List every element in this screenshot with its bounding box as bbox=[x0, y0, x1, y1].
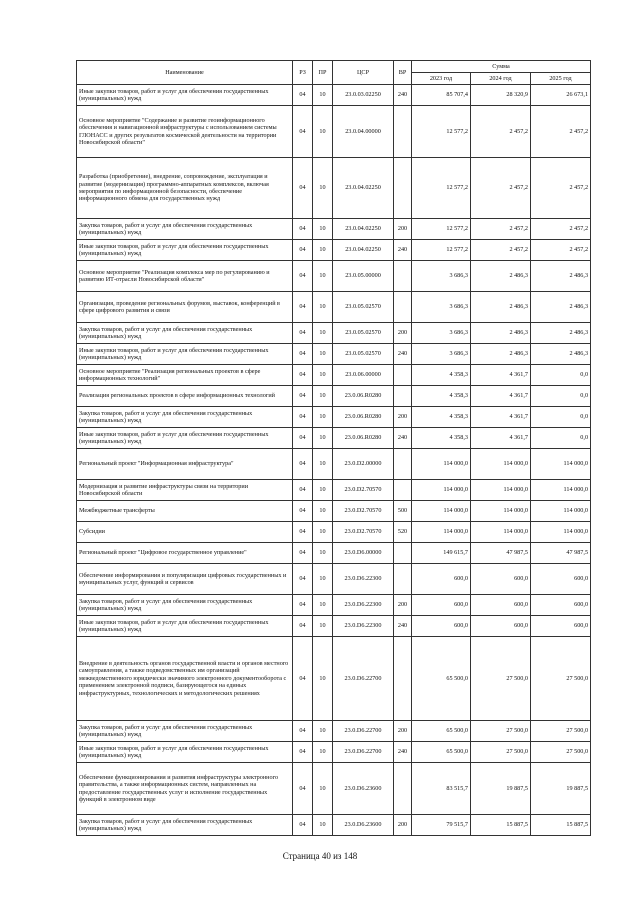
table-cell-name: Внедрение в деятельность органов государственной власти и органов местного самоуправления, а также подведомственных им организаций межведомственного юридически значимого электронного документооборота с применением электронной подписи, базирующегося на единых инфраструктурных, технологических и методологических решениях bbox=[77, 637, 293, 721]
table-cell-vr: 240 bbox=[394, 428, 412, 449]
table-cell-vr: 200 bbox=[394, 407, 412, 428]
table-cell-2024: 28 320,9 bbox=[471, 85, 531, 106]
table-cell-vr bbox=[394, 449, 412, 480]
table-cell-pr: 10 bbox=[313, 501, 333, 522]
table-cell-pr: 10 bbox=[313, 763, 333, 815]
table-cell-pr: 10 bbox=[313, 407, 333, 428]
table-cell-csr: 23.0.D2.00000 bbox=[333, 449, 394, 480]
table-cell-2025: 2 486,3 bbox=[531, 292, 591, 323]
page-number: Страница 40 из 148 bbox=[282, 851, 358, 861]
table-cell-2025: 2 486,3 bbox=[531, 344, 591, 365]
table-cell-pr: 10 bbox=[313, 522, 333, 543]
table-cell-csr: 23.0.D6.23600 bbox=[333, 815, 394, 836]
table-cell-vr: 200 bbox=[394, 219, 412, 240]
table-cell-rz: 04 bbox=[293, 721, 313, 742]
table-cell-2024: 114 000,0 bbox=[471, 449, 531, 480]
table-cell-vr: 240 bbox=[394, 742, 412, 763]
table-cell-2025: 0,0 bbox=[531, 407, 591, 428]
table-cell-2023: 3 686,3 bbox=[412, 261, 471, 292]
header-pr: ПР bbox=[313, 61, 333, 85]
table-cell-name: Закупка товаров, работ и услуг для обеспечения государственных (муниципальных) нужд bbox=[77, 721, 293, 742]
table-cell-vr: 200 bbox=[394, 323, 412, 344]
table-cell-vr bbox=[394, 637, 412, 721]
table-cell-2023: 600,0 bbox=[412, 564, 471, 595]
table-cell-name: Субсидии bbox=[77, 522, 293, 543]
table-cell-rz: 04 bbox=[293, 365, 313, 386]
table-row bbox=[77, 106, 591, 158]
table-cell-csr: 23.0.D6.22300 bbox=[333, 595, 394, 616]
table-cell-vr: 200 bbox=[394, 815, 412, 836]
table-cell-name: Обеспечение функционирования и развития инфраструктуры электронного правительства, а также информационных систем, направленных на предоставление государственных услуг и исполнение государственных функций в электронном виде bbox=[77, 763, 293, 815]
table-cell-2024: 4 361,7 bbox=[471, 407, 531, 428]
table-cell-csr: 23.0.D6.22700 bbox=[333, 721, 394, 742]
table-cell-rz: 04 bbox=[293, 637, 313, 721]
table-cell-2023: 83 515,7 bbox=[412, 763, 471, 815]
table-cell-2025: 114 000,0 bbox=[531, 501, 591, 522]
table-cell-rz: 04 bbox=[293, 106, 313, 158]
table-cell-2025: 0,0 bbox=[531, 386, 591, 407]
table-cell-rz: 04 bbox=[293, 501, 313, 522]
table-cell-vr bbox=[394, 480, 412, 501]
table-cell-pr: 10 bbox=[313, 240, 333, 261]
table-row bbox=[77, 637, 591, 721]
table-cell-vr: 240 bbox=[394, 85, 412, 106]
table-cell-name: Иные закупки товаров, работ и услуг для обеспечения государственных (муниципальных) нужд bbox=[77, 616, 293, 637]
table-cell-pr: 10 bbox=[313, 386, 333, 407]
table-cell-2023: 3 686,3 bbox=[412, 292, 471, 323]
table-cell-vr bbox=[394, 365, 412, 386]
table-cell-rz: 04 bbox=[293, 815, 313, 836]
table-cell-2024: 600,0 bbox=[471, 564, 531, 595]
table-cell-2025: 27 500,0 bbox=[531, 637, 591, 721]
table-cell-pr: 10 bbox=[313, 564, 333, 595]
table-cell-pr: 10 bbox=[313, 815, 333, 836]
table-cell-vr bbox=[394, 564, 412, 595]
table-row bbox=[77, 219, 591, 240]
table-cell-pr: 10 bbox=[313, 449, 333, 480]
header-sum: Сумма bbox=[412, 61, 591, 73]
table-cell-2025: 0,0 bbox=[531, 365, 591, 386]
table-cell-csr: 23.0.05.02570 bbox=[333, 344, 394, 365]
table-cell-2024: 600,0 bbox=[471, 595, 531, 616]
table-cell-2025: 114 000,0 bbox=[531, 480, 591, 501]
header-year-2024: 2024 год bbox=[471, 73, 531, 85]
table-row bbox=[77, 323, 591, 344]
table-cell-vr bbox=[394, 158, 412, 219]
table-cell-name: Закупка товаров, работ и услуг для обеспечения государственных (муниципальных) нужд bbox=[77, 595, 293, 616]
table-row bbox=[77, 543, 591, 564]
table-cell-csr: 23.0.D6.22700 bbox=[333, 742, 394, 763]
table-cell-2024: 2 486,3 bbox=[471, 323, 531, 344]
table-cell-csr: 23.0.D6.23600 bbox=[333, 763, 394, 815]
table-cell-2025: 19 887,5 bbox=[531, 763, 591, 815]
table-cell-name: Основное мероприятие "Реализация комплекса мер по регулированию и развитию ИТ-отрасли Новосибирской области" bbox=[77, 261, 293, 292]
table-cell-2024: 114 000,0 bbox=[471, 522, 531, 543]
table-cell-csr: 23.0.D2.70570 bbox=[333, 501, 394, 522]
table-cell-pr: 10 bbox=[313, 616, 333, 637]
table-cell-2023: 12 577,2 bbox=[412, 219, 471, 240]
table-row bbox=[77, 261, 591, 292]
table-row bbox=[77, 522, 591, 543]
table-cell-pr: 10 bbox=[313, 480, 333, 501]
table-cell-2023: 149 615,7 bbox=[412, 543, 471, 564]
table-cell-2023: 85 707,4 bbox=[412, 85, 471, 106]
table-cell-2023: 114 000,0 bbox=[412, 501, 471, 522]
table-cell-2023: 4 358,3 bbox=[412, 428, 471, 449]
table-cell-2024: 2 457,2 bbox=[471, 106, 531, 158]
table-cell-2025: 27 500,0 bbox=[531, 742, 591, 763]
table-cell-csr: 23.0.06.R0280 bbox=[333, 386, 394, 407]
table-row bbox=[77, 365, 591, 386]
table-cell-2025: 15 887,5 bbox=[531, 815, 591, 836]
table-cell-2025: 600,0 bbox=[531, 595, 591, 616]
table-cell-csr: 23.0.03.02250 bbox=[333, 85, 394, 106]
table-cell-name: Иные закупки товаров, работ и услуг для обеспечения государственных (муниципальных) нужд bbox=[77, 240, 293, 261]
table-cell-vr: 520 bbox=[394, 522, 412, 543]
table-cell-csr: 23.0.05.02570 bbox=[333, 323, 394, 344]
table-cell-2025: 114 000,0 bbox=[531, 522, 591, 543]
table-cell-name: Основное мероприятие "Реализация региональных проектов в сфере информационных технологий" bbox=[77, 365, 293, 386]
table-row bbox=[77, 501, 591, 522]
table-cell-rz: 04 bbox=[293, 522, 313, 543]
table-cell-name: Организация, проведение региональных форумов, выставок, конференций в сфере цифрового развития и связи bbox=[77, 292, 293, 323]
table-cell-2024: 4 361,7 bbox=[471, 365, 531, 386]
header-year-2023: 2023 год bbox=[412, 73, 471, 85]
table-cell-2023: 3 686,3 bbox=[412, 323, 471, 344]
table-cell-rz: 04 bbox=[293, 323, 313, 344]
table-cell-vr: 240 bbox=[394, 344, 412, 365]
table-cell-vr bbox=[394, 106, 412, 158]
table-cell-csr: 23.0.04.02250 bbox=[333, 158, 394, 219]
table-cell-rz: 04 bbox=[293, 292, 313, 323]
table-cell-2024: 4 361,7 bbox=[471, 428, 531, 449]
table-cell-2023: 4 358,3 bbox=[412, 407, 471, 428]
table-cell-rz: 04 bbox=[293, 344, 313, 365]
table-cell-vr bbox=[394, 386, 412, 407]
table-cell-csr: 23.0.04.02250 bbox=[333, 240, 394, 261]
table-cell-name: Разработка (приобретение), внедрение, сопровождение, эксплуатация и развитие (модернизация) программно-аппаратных комплексов, включая мероприятия по информационной безопасности, обеспечение информационного обмена для государственных нужд bbox=[77, 158, 293, 219]
table-cell-vr: 200 bbox=[394, 721, 412, 742]
table-cell-rz: 04 bbox=[293, 240, 313, 261]
table-cell-2024: 4 361,7 bbox=[471, 386, 531, 407]
table-row bbox=[77, 407, 591, 428]
table-cell-vr: 500 bbox=[394, 501, 412, 522]
table-cell-csr: 23.0.04.02250 bbox=[333, 219, 394, 240]
table-cell-rz: 04 bbox=[293, 616, 313, 637]
table-cell-csr: 23.0.05.00000 bbox=[333, 261, 394, 292]
table-cell-pr: 10 bbox=[313, 637, 333, 721]
table-cell-csr: 23.0.D6.22700 bbox=[333, 637, 394, 721]
table-cell-csr: 23.0.D6.00000 bbox=[333, 543, 394, 564]
table-body bbox=[77, 85, 591, 836]
table-cell-2023: 114 000,0 bbox=[412, 480, 471, 501]
table-cell-rz: 04 bbox=[293, 158, 313, 219]
table-row bbox=[77, 763, 591, 815]
table-row bbox=[77, 564, 591, 595]
table-cell-vr bbox=[394, 292, 412, 323]
table-cell-2024: 2 457,2 bbox=[471, 158, 531, 219]
table-cell-pr: 10 bbox=[313, 85, 333, 106]
table-cell-2023: 79 515,7 bbox=[412, 815, 471, 836]
table-cell-name: Иные закупки товаров, работ и услуг для обеспечения государственных (муниципальных) нужд bbox=[77, 742, 293, 763]
table-row bbox=[77, 85, 591, 106]
table-cell-2023: 12 577,2 bbox=[412, 106, 471, 158]
table-row bbox=[77, 344, 591, 365]
table-cell-name: Модернизация и развитие инфраструктуры связи на территории Новосибирской области bbox=[77, 480, 293, 501]
table-cell-2024: 15 887,5 bbox=[471, 815, 531, 836]
table-cell-pr: 10 bbox=[313, 323, 333, 344]
table-cell-2023: 65 500,0 bbox=[412, 637, 471, 721]
table-cell-rz: 04 bbox=[293, 543, 313, 564]
table-cell-2023: 600,0 bbox=[412, 616, 471, 637]
table-cell-2025: 114 000,0 bbox=[531, 449, 591, 480]
table-cell-csr: 23.0.06.R0280 bbox=[333, 428, 394, 449]
table-cell-2024: 27 500,0 bbox=[471, 742, 531, 763]
table-cell-2025: 27 500,0 bbox=[531, 721, 591, 742]
table-cell-rz: 04 bbox=[293, 564, 313, 595]
budget-table bbox=[76, 60, 591, 836]
table-cell-pr: 10 bbox=[313, 595, 333, 616]
table-cell-name: Основное мероприятие "Содержание и развитие геоинформационного обеспечения и навигационной инфраструктуры с использованием системы ГЛОНАСС и других результатов космической деятельности на территории Новосибирской области" bbox=[77, 106, 293, 158]
table-cell-2023: 3 686,3 bbox=[412, 344, 471, 365]
table-cell-2024: 114 000,0 bbox=[471, 501, 531, 522]
table-cell-2023: 65 500,0 bbox=[412, 721, 471, 742]
table-cell-csr: 23.0.D2.70570 bbox=[333, 480, 394, 501]
table-cell-2024: 2 486,3 bbox=[471, 261, 531, 292]
table-cell-name: Межбюджетные трансферты bbox=[77, 501, 293, 522]
table-cell-name: Закупка товаров, работ и услуг для обеспечения государственных (муниципальных) нужд bbox=[77, 407, 293, 428]
table-cell-2025: 47 987,5 bbox=[531, 543, 591, 564]
table-cell-vr bbox=[394, 261, 412, 292]
table-cell-name: Иные закупки товаров, работ и услуг для обеспечения государственных (муниципальных) нужд bbox=[77, 428, 293, 449]
table-cell-2023: 4 358,3 bbox=[412, 386, 471, 407]
table-cell-2025: 2 457,2 bbox=[531, 219, 591, 240]
table-cell-pr: 10 bbox=[313, 261, 333, 292]
table-row bbox=[77, 449, 591, 480]
table-cell-2024: 19 887,5 bbox=[471, 763, 531, 815]
table-cell-vr: 200 bbox=[394, 595, 412, 616]
table-cell-csr: 23.0.06.00000 bbox=[333, 365, 394, 386]
table-cell-pr: 10 bbox=[313, 543, 333, 564]
header-vr: ВР bbox=[394, 61, 412, 85]
table-cell-name: Закупка товаров, работ и услуг для обеспечения государственных (муниципальных) нужд bbox=[77, 219, 293, 240]
table-cell-2025: 2 457,2 bbox=[531, 240, 591, 261]
table-cell-pr: 10 bbox=[313, 428, 333, 449]
table-cell-name: Закупка товаров, работ и услуг для обеспечения государственных (муниципальных) нужд bbox=[77, 815, 293, 836]
table-cell-rz: 04 bbox=[293, 595, 313, 616]
header-csr: ЦСР bbox=[333, 61, 394, 85]
table-cell-pr: 10 bbox=[313, 106, 333, 158]
table-cell-2023: 114 000,0 bbox=[412, 449, 471, 480]
header-rz: РЗ bbox=[293, 61, 313, 85]
table-cell-2023: 4 358,3 bbox=[412, 365, 471, 386]
table-cell-rz: 04 bbox=[293, 742, 313, 763]
table-cell-rz: 04 bbox=[293, 407, 313, 428]
table-cell-name: Реализация региональных проектов в сфере информационных технологий bbox=[77, 386, 293, 407]
table-cell-name: Иные закупки товаров, работ и услуг для обеспечения государственных (муниципальных) нужд bbox=[77, 344, 293, 365]
table-cell-rz: 04 bbox=[293, 219, 313, 240]
table-row bbox=[77, 480, 591, 501]
table-cell-2024: 2 486,3 bbox=[471, 344, 531, 365]
table-cell-name: Региональный проект "Цифровое государственное управление" bbox=[77, 543, 293, 564]
table-cell-rz: 04 bbox=[293, 386, 313, 407]
table-cell-2025: 2 486,3 bbox=[531, 261, 591, 292]
table-cell-2025: 2 457,2 bbox=[531, 158, 591, 219]
header-name: Наименование bbox=[77, 61, 293, 85]
table-cell-2024: 600,0 bbox=[471, 616, 531, 637]
table-cell-pr: 10 bbox=[313, 365, 333, 386]
budget-document bbox=[76, 60, 590, 836]
table-cell-pr: 10 bbox=[313, 742, 333, 763]
table-cell-rz: 04 bbox=[293, 449, 313, 480]
table-cell-name: Региональный проект "Информационная инфраструктура" bbox=[77, 449, 293, 480]
table-cell-2024: 47 987,5 bbox=[471, 543, 531, 564]
table-cell-csr: 23.0.06.R0280 bbox=[333, 407, 394, 428]
table-cell-name: Иные закупки товаров, работ и услуг для обеспечения государственных (муниципальных) нужд bbox=[77, 85, 293, 106]
header-year-2025: 2025 год bbox=[531, 73, 591, 85]
table-row bbox=[77, 595, 591, 616]
table-cell-2025: 2 457,2 bbox=[531, 106, 591, 158]
table-cell-csr: 23.0.05.02570 bbox=[333, 292, 394, 323]
table-cell-vr bbox=[394, 543, 412, 564]
table-cell-2024: 114 000,0 bbox=[471, 480, 531, 501]
table-row bbox=[77, 240, 591, 261]
table-row bbox=[77, 616, 591, 637]
table-cell-csr: 23.0.D6.22300 bbox=[333, 564, 394, 595]
table-cell-csr: 23.0.04.00000 bbox=[333, 106, 394, 158]
table-cell-vr: 240 bbox=[394, 616, 412, 637]
table-cell-2025: 600,0 bbox=[531, 616, 591, 637]
table-header bbox=[77, 61, 591, 85]
table-cell-2024: 27 500,0 bbox=[471, 721, 531, 742]
table-row bbox=[77, 721, 591, 742]
table-row bbox=[77, 158, 591, 219]
table-cell-2024: 2 457,2 bbox=[471, 240, 531, 261]
table-cell-pr: 10 bbox=[313, 344, 333, 365]
table-cell-2025: 2 486,3 bbox=[531, 323, 591, 344]
table-cell-2024: 2 486,3 bbox=[471, 292, 531, 323]
table-row bbox=[77, 428, 591, 449]
table-row bbox=[77, 815, 591, 836]
table-cell-csr: 23.0.D6.22300 bbox=[333, 616, 394, 637]
table-cell-rz: 04 bbox=[293, 428, 313, 449]
table-cell-2025: 0,0 bbox=[531, 428, 591, 449]
table-cell-2024: 27 500,0 bbox=[471, 637, 531, 721]
table-cell-name: Обеспечение информирования и популяризации цифровых государственных и муниципальных услуг, функций и сервисов bbox=[77, 564, 293, 595]
table-cell-rz: 04 bbox=[293, 261, 313, 292]
table-cell-2023: 12 577,2 bbox=[412, 158, 471, 219]
table-row bbox=[77, 292, 591, 323]
table-cell-2023: 65 500,0 bbox=[412, 742, 471, 763]
table-cell-vr: 240 bbox=[394, 240, 412, 261]
table-cell-2023: 600,0 bbox=[412, 595, 471, 616]
table-cell-2025: 26 673,1 bbox=[531, 85, 591, 106]
table-cell-rz: 04 bbox=[293, 85, 313, 106]
table-cell-rz: 04 bbox=[293, 763, 313, 815]
table-cell-csr: 23.0.D2.70570 bbox=[333, 522, 394, 543]
table-cell-rz: 04 bbox=[293, 480, 313, 501]
table-cell-2023: 12 577,2 bbox=[412, 240, 471, 261]
table-cell-pr: 10 bbox=[313, 292, 333, 323]
table-cell-pr: 10 bbox=[313, 158, 333, 219]
table-cell-vr bbox=[394, 763, 412, 815]
table-row bbox=[77, 386, 591, 407]
table-cell-2024: 2 457,2 bbox=[471, 219, 531, 240]
table-cell-2023: 114 000,0 bbox=[412, 522, 471, 543]
table-cell-name: Закупка товаров, работ и услуг для обеспечения государственных (муниципальных) нужд bbox=[77, 323, 293, 344]
table-row bbox=[77, 742, 591, 763]
table-cell-pr: 10 bbox=[313, 721, 333, 742]
table-cell-pr: 10 bbox=[313, 219, 333, 240]
table-cell-2025: 600,0 bbox=[531, 564, 591, 595]
